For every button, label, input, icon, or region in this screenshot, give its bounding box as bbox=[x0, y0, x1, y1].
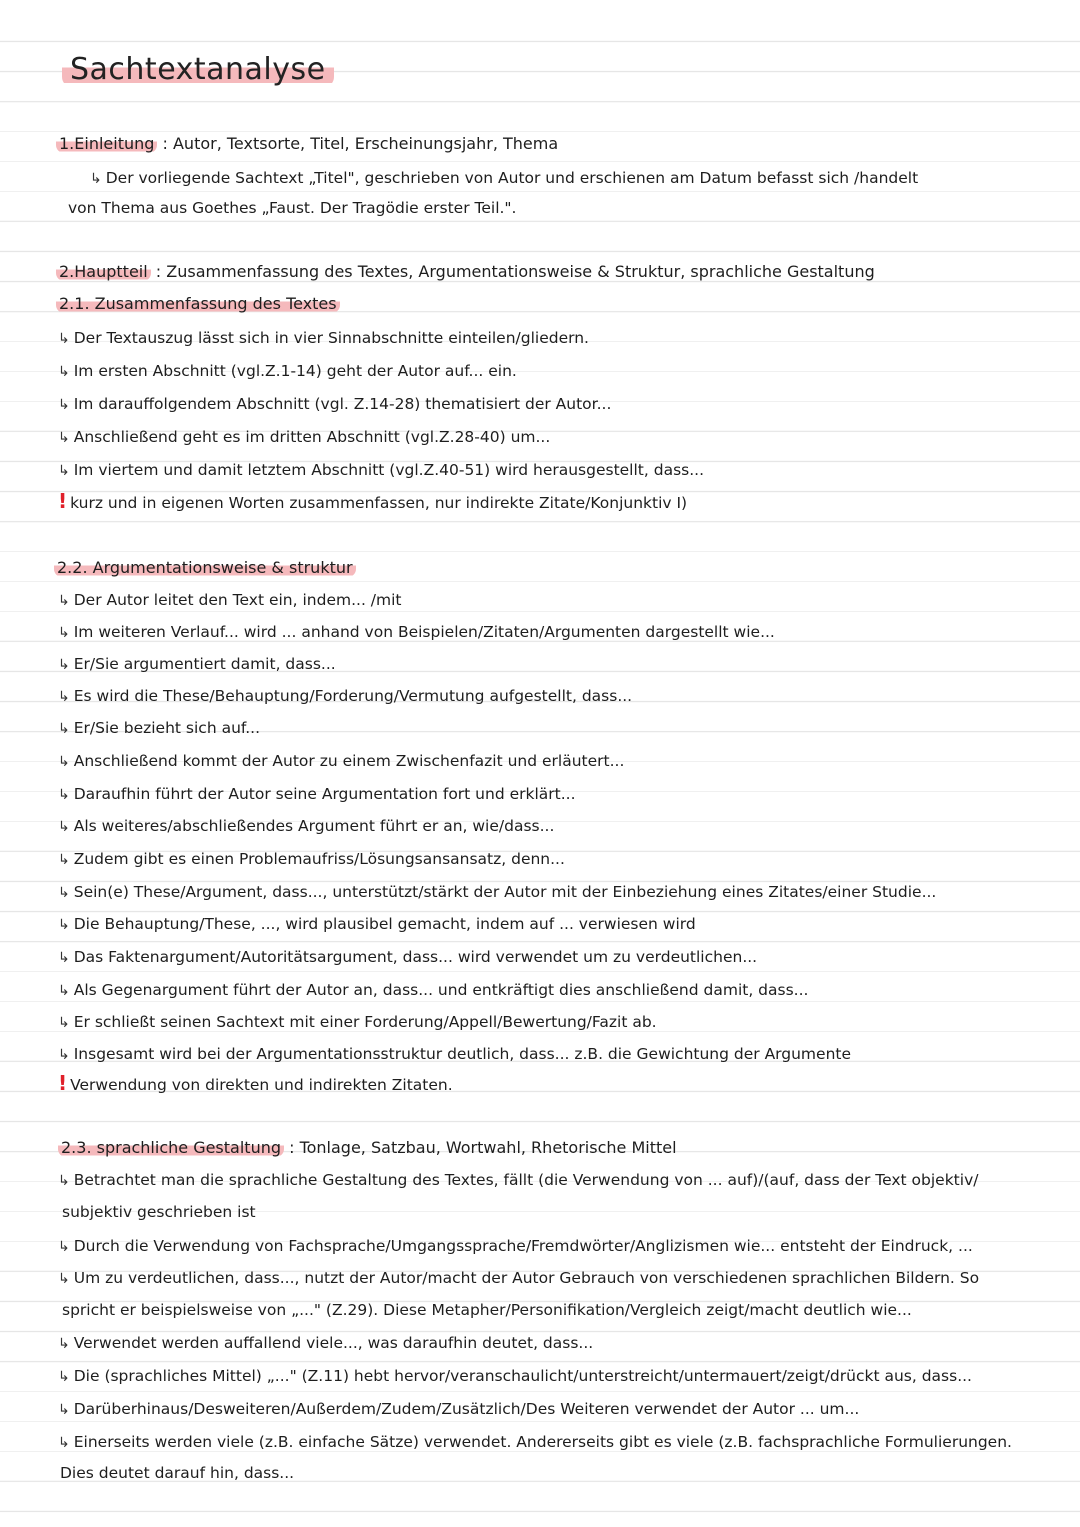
list-item: ↳ Darüberhinaus/Desweiteren/Außerdem/Zudem/Zusätzlich/Des Weiteren verwendet der Autor ... um... bbox=[58, 1400, 860, 1418]
arrow-icon: ↳ bbox=[58, 1271, 70, 1287]
einleitung-topics: : Autor, Textsorte, Titel, Erscheinungsjahr, Thema bbox=[162, 134, 559, 153]
arrow-icon: ↳ bbox=[58, 1402, 70, 1418]
list-item: ↳ Die Behauptung/These, ..., wird plausibel gemacht, indem auf ... verwiesen wird bbox=[58, 915, 696, 933]
list-item: ↳ Als weiteres/abschließendes Argument führt er an, wie/dass... bbox=[58, 817, 555, 835]
list-item: ↳ Im darauffolgendem Abschnitt (vgl. Z.14-28) thematisiert der Autor... bbox=[58, 395, 612, 413]
arrow-icon: ↳ bbox=[58, 885, 70, 901]
list-item: ↳ Anschließend kommt der Autor zu einem Zwischenfazit und erläutert... bbox=[58, 752, 625, 770]
zusammenfassung-heading: 2.1. Zusammenfassung des Textes bbox=[56, 294, 340, 313]
argumentation-note: ! Verwendung von direkten und indirekten Zitaten. bbox=[58, 1071, 453, 1095]
list-item: ↳ Das Faktenargument/Autoritätsargument, dass... wird verwendet um zu verdeutlichen... bbox=[58, 948, 758, 966]
arrow-icon: ↳ bbox=[58, 364, 70, 380]
arrow-icon: ↳ bbox=[58, 1015, 70, 1031]
arrow-icon: ↳ bbox=[58, 1047, 70, 1063]
argumentation-heading: 2.2. Argumentationsweise & struktur bbox=[54, 558, 356, 577]
arrow-icon: ↳ bbox=[58, 1239, 70, 1255]
arrow-icon: ↳ bbox=[58, 331, 70, 347]
list-item: ↳ Im weiteren Verlauf... wird ... anhand von Beispielen/Zitaten/Argumenten dargestellt wie... bbox=[58, 623, 775, 641]
hauptteil-heading-line bbox=[56, 262, 875, 282]
arrow-icon: ↳ bbox=[58, 657, 70, 673]
list-item: ↳ Um zu verdeutlichen, dass..., nutzt der Autor/macht der Autor Gebrauch von verschiedenen sprachlichen Bildern. So bbox=[58, 1269, 980, 1287]
arrow-icon: ↳ bbox=[58, 819, 70, 835]
list-item-continuation: Dies deutet darauf hin, dass... bbox=[60, 1464, 295, 1482]
list-item: ↳ Im ersten Abschnitt (vgl.Z.1-14) geht der Autor auf... ein. bbox=[58, 362, 517, 380]
list-item: ↳ Daraufhin führt der Autor seine Argumentation fort und erklärt... bbox=[58, 785, 576, 803]
list-item: ↳ Anschließend geht es im dritten Abschnitt (vgl.Z.28-40) um... bbox=[58, 428, 551, 446]
einleitung-heading: 1.Einleitung bbox=[56, 134, 157, 153]
hauptteil-heading: 2.Hauptteil bbox=[56, 262, 151, 281]
sprache-heading: 2.3. sprachliche Gestaltung bbox=[58, 1138, 284, 1157]
sprache-heading-line bbox=[58, 1138, 677, 1158]
arrow-icon: ↳ bbox=[58, 950, 70, 966]
einleitung-heading-line bbox=[56, 134, 558, 154]
arrow-icon: ↳ bbox=[58, 463, 70, 479]
list-item: ↳ Durch die Verwendung von Fachsprache/Umgangssprache/Fremdwörter/Anglizismen wie... entsteht der Eindruck, ... bbox=[58, 1237, 973, 1255]
einleitung-line-2: von Thema aus Goethes „Faust. Der Tragödie erster Teil.". bbox=[68, 199, 517, 217]
list-item: ↳ Sein(e) These/Argument, dass..., unterstützt/stärkt der Autor mit der Einbeziehung eines Zitates/einer Studie... bbox=[58, 883, 937, 901]
arrow-icon: ↳ bbox=[58, 787, 70, 803]
list-item: ↳ Verwendet werden auffallend viele..., was daraufhin deutet, dass... bbox=[58, 1334, 594, 1352]
arrow-icon: ↳ bbox=[58, 754, 70, 770]
list-item: ↳ Als Gegenargument führt der Autor an, dass... und entkräftigt dies anschließend damit, dass... bbox=[58, 981, 809, 999]
exclamation-icon: ! bbox=[58, 1071, 68, 1095]
list-item: ↳ Es wird die These/Behauptung/Forderung/Vermutung aufgestellt, dass... bbox=[58, 687, 633, 705]
zusammenfassung-heading-line bbox=[56, 294, 340, 314]
list-item-continuation: spricht er beispielsweise von „..." (Z.29). Diese Metapher/Personifikation/Vergleich zeigt/macht deutlich wie... bbox=[62, 1301, 912, 1319]
arrow-icon: ↳ bbox=[58, 917, 70, 933]
arrow-icon: ↳ bbox=[58, 625, 70, 641]
arrow-icon: ↳ bbox=[58, 593, 70, 609]
arrow-icon: ↳ bbox=[58, 1336, 70, 1352]
arrow-icon: ↳ bbox=[58, 1435, 70, 1451]
argumentation-heading-line bbox=[54, 558, 356, 578]
arrow-icon: ↳ bbox=[90, 171, 102, 187]
list-item: ↳ Der Textauszug lässt sich in vier Sinnabschnitte einteilen/gliedern. bbox=[58, 329, 589, 347]
list-item: ↳ Betrachtet man die sprachliche Gestaltung des Textes, fällt (die Verwendung von ... auf)/(auf, dass der Text objektiv/ bbox=[58, 1171, 979, 1189]
einleitung-line-1: ↳ Der vorliegende Sachtext „Titel", geschrieben von Autor und erschienen am Datum befasst sich /handelt bbox=[90, 169, 919, 187]
list-item: ↳ Zudem gibt es einen Problemaufriss/Lösungsansansatz, denn... bbox=[58, 850, 565, 868]
list-item-continuation: subjektiv geschrieben ist bbox=[62, 1203, 256, 1221]
arrow-icon: ↳ bbox=[58, 983, 70, 999]
arrow-icon: ↳ bbox=[58, 852, 70, 868]
exclamation-icon: ! bbox=[58, 489, 68, 513]
arrow-icon: ↳ bbox=[58, 721, 70, 737]
list-item: ↳ Die (sprachliches Mittel) „..." (Z.11) hebt hervor/veranschaulicht/unterstreicht/untermauert/zeigt/drückt aus, dass... bbox=[58, 1367, 972, 1385]
list-item: ↳ Einerseits werden viele (z.B. einfache Sätze) verwendet. Andererseits gibt es viele (z.B. fachsprachliche Formulierungen. bbox=[58, 1433, 1012, 1451]
list-item: ↳ Er/Sie argumentiert damit, dass... bbox=[58, 655, 336, 673]
sprache-topics: : Tonlage, Satzbau, Wortwahl, Rhetorische Mittel bbox=[289, 1138, 677, 1157]
list-item: ↳ Er/Sie bezieht sich auf... bbox=[58, 719, 260, 737]
list-item: ↳ Insgesamt wird bei der Argumentationsstruktur deutlich, dass... z.B. die Gewichtung der Argumente bbox=[58, 1045, 852, 1063]
zusammenfassung-note: ! kurz und in eigenen Worten zusammenfassen, nur indirekte Zitate/Konjunktiv I) bbox=[58, 489, 688, 513]
arrow-icon: ↳ bbox=[58, 689, 70, 705]
arrow-icon: ↳ bbox=[58, 397, 70, 413]
list-item: ↳ Er schließt seinen Sachtext mit einer Forderung/Appell/Bewertung/Fazit ab. bbox=[58, 1013, 657, 1031]
list-item: ↳ Der Autor leitet den Text ein, indem... /mit bbox=[58, 591, 402, 609]
list-item: ↳ Im viertem und damit letztem Abschnitt (vgl.Z.40-51) wird herausgestellt, dass... bbox=[58, 461, 704, 479]
page-title: Sachtextanalyse bbox=[62, 52, 334, 87]
arrow-icon: ↳ bbox=[58, 430, 70, 446]
arrow-icon: ↳ bbox=[58, 1173, 70, 1189]
hauptteil-topics: : Zusammenfassung des Textes, Argumentationsweise & Struktur, sprachliche Gestaltung bbox=[155, 262, 875, 281]
arrow-icon: ↳ bbox=[58, 1369, 70, 1385]
